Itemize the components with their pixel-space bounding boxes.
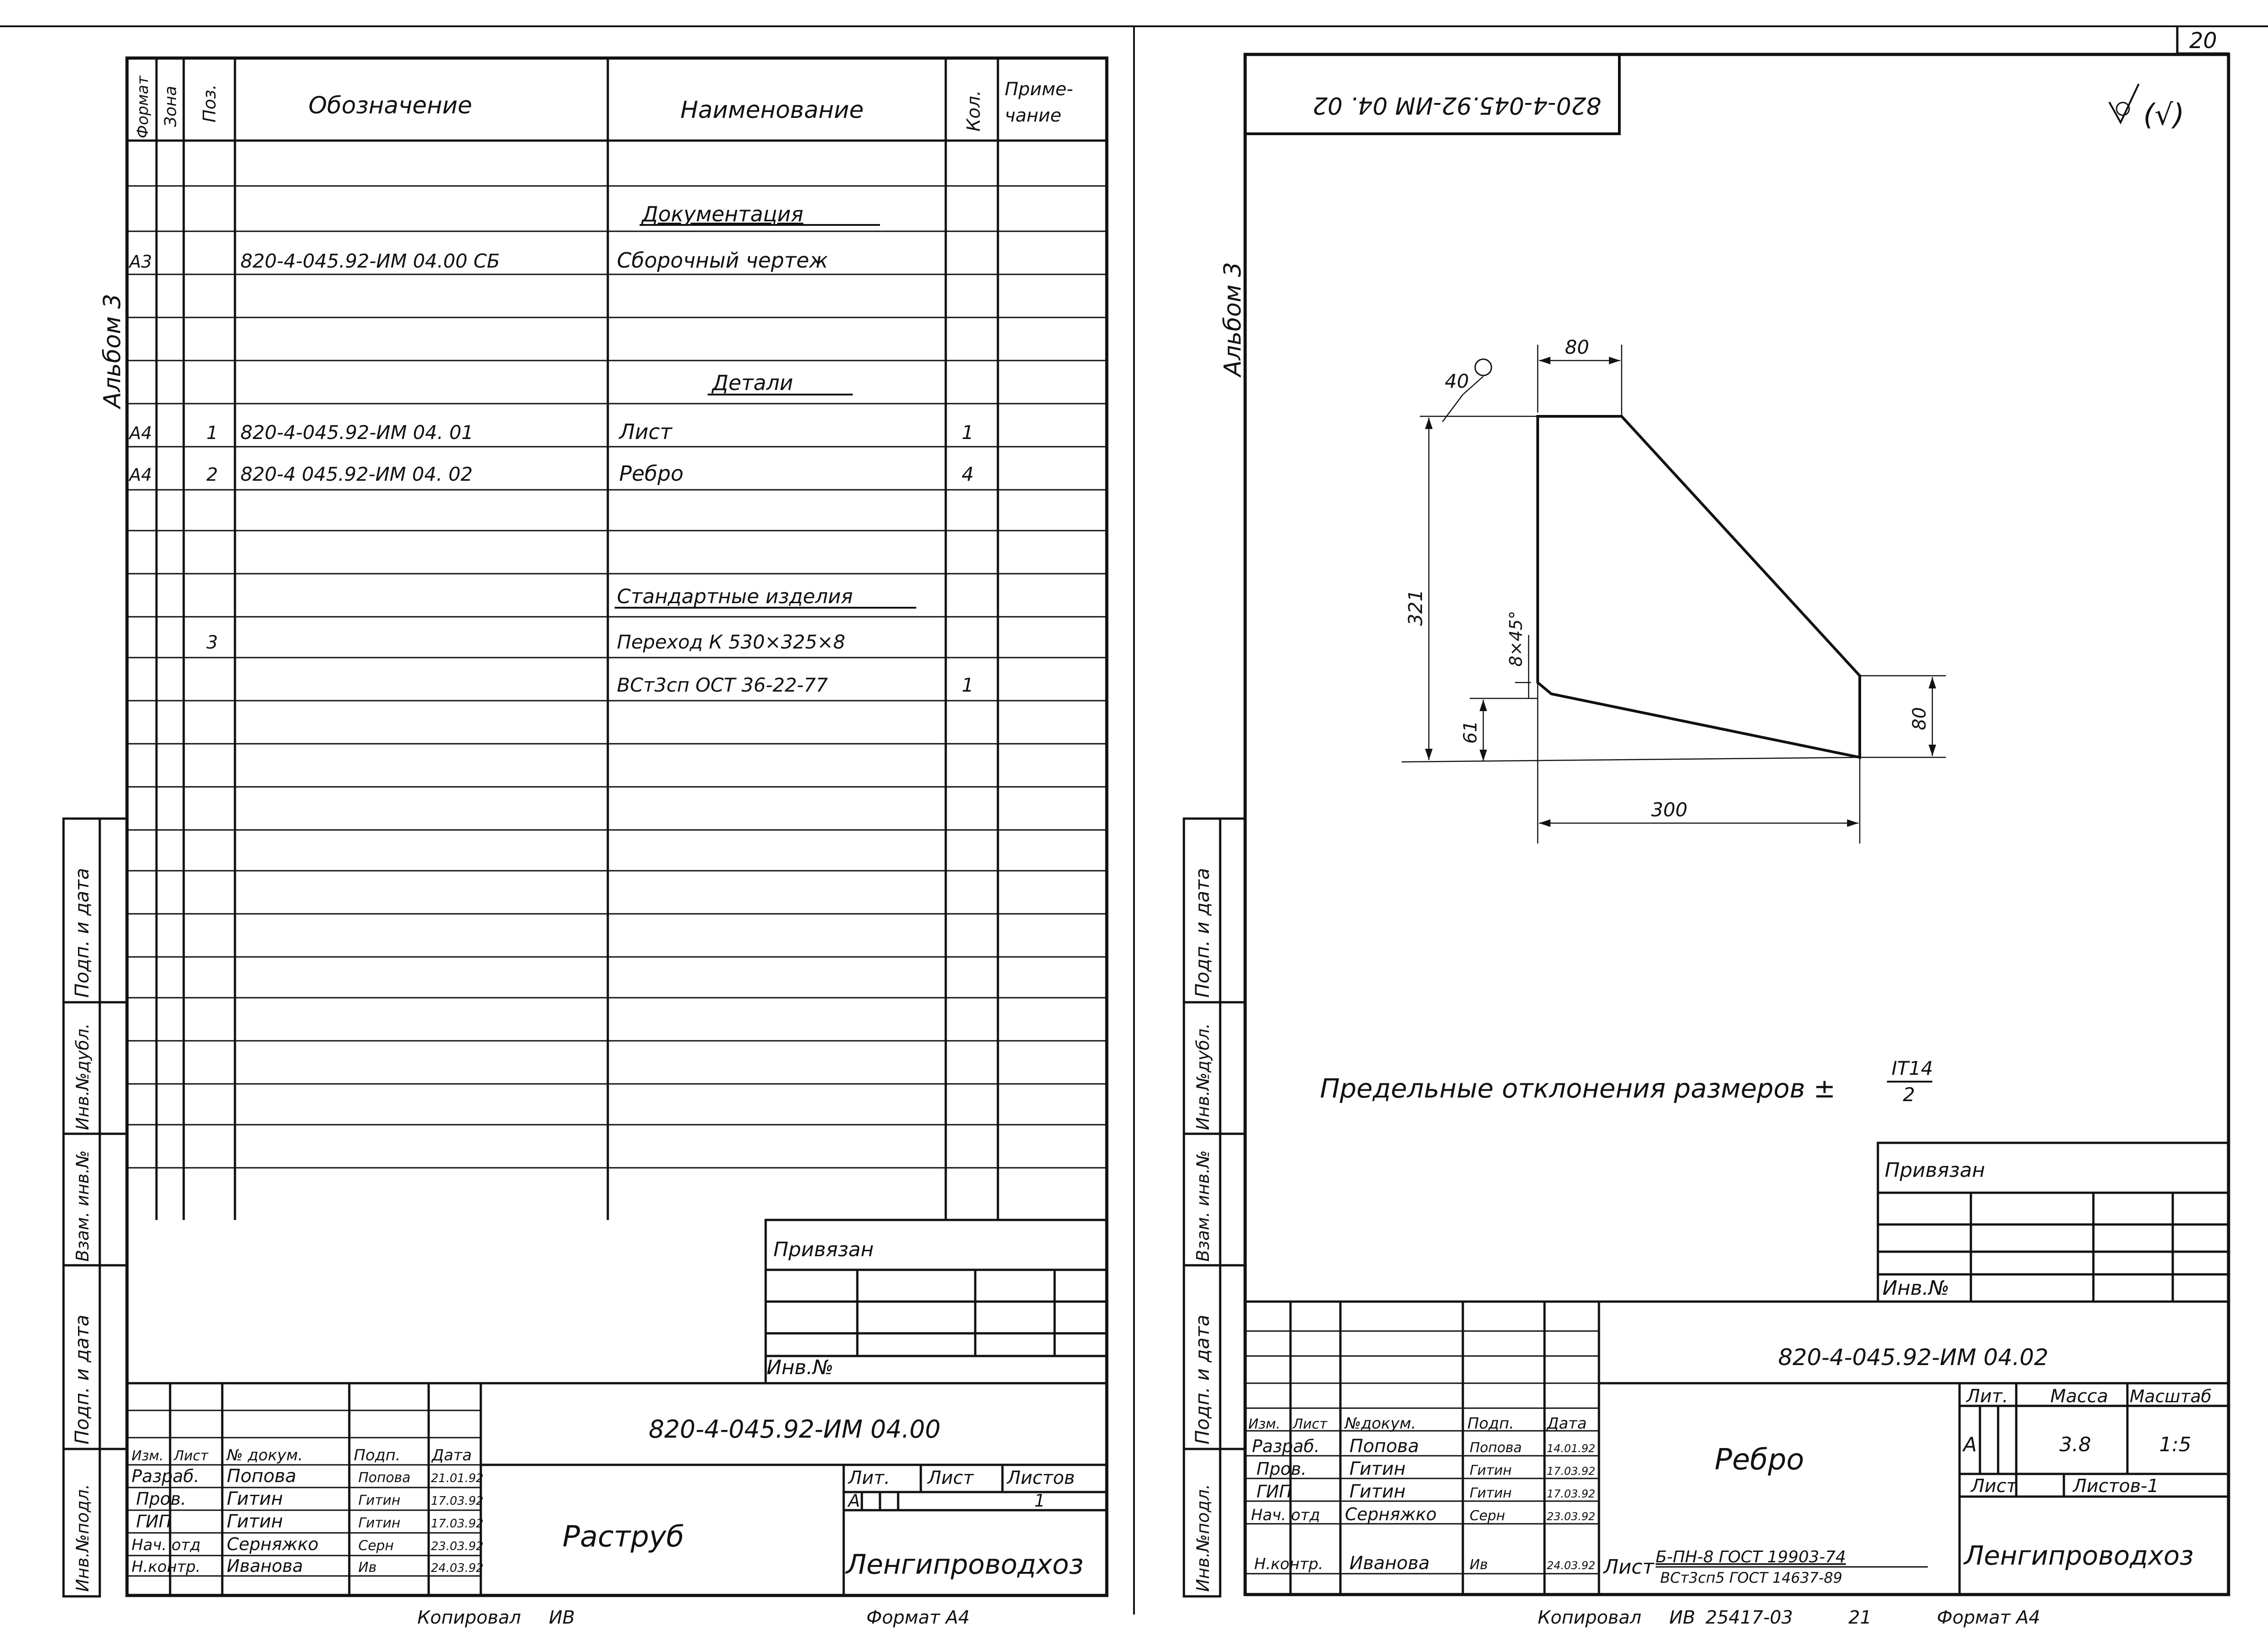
stamp-header: Изм. [132,1448,164,1464]
format-label: Формат А4 [866,1607,970,1628]
header-designation: Обозначение [308,92,472,119]
doc-code: 820-4-045.92-ИМ 04.00 [649,1415,941,1444]
dim-bottom-width: 300 [1651,799,1688,821]
row-name: Ребро [619,461,684,486]
left-frame [127,58,1107,1595]
album-label: Альбом 3 [1219,262,1246,376]
part-drawing [1402,336,1946,844]
stamp-date: 24.03.92 [1547,1559,1595,1572]
inv-label: Инв.№ [1882,1277,1950,1300]
sheets-value: 1 [1034,1491,1046,1511]
stamp-rows [132,1466,484,1576]
row-name: ВСт3сп ОСТ 36-22-77 [617,674,828,696]
stamp-role: Нач. отд [1251,1506,1320,1524]
tolerance-text: Предельные отклонения размеров ± [1320,1073,1836,1104]
stamp-role: Нач. отд [132,1536,201,1554]
sheets-label: Листов-1 [2073,1476,2159,1497]
dim-top-width: 80 [1565,336,1589,358]
stamp-name: Гитин [227,1488,283,1509]
privyazan-label: Привязан [1885,1159,1985,1182]
stamp-header: Дата [1547,1415,1587,1433]
stamp-date: 24.03.92 [431,1561,484,1575]
stamp-header: Подп. [1467,1415,1514,1433]
header-pos: Поз. [200,84,220,122]
row-name: Лист [619,419,672,444]
mass-label: Масса [2050,1386,2108,1407]
roughness-symbol: (√) [2143,98,2185,132]
stamp-name: Гитин [1349,1481,1406,1502]
stamp-role: Пров. [1256,1459,1307,1479]
sheet-label: Лист [1971,1476,2017,1497]
row-name: Переход К 530×325×8 [617,631,846,653]
stamp-date: 14.01.92 [1547,1442,1595,1455]
material-prefix: Лист [1603,1556,1654,1579]
header-note-1: Приме- [1005,79,1073,100]
stamp-name: Серняжко [227,1534,319,1554]
stamp-name: Иванова [1349,1553,1430,1574]
album-label: Альбом 3 [99,293,126,408]
stamp-header: Подп. [354,1446,401,1464]
row-qty: 1 [962,421,974,444]
copied-suffix: 21 [1848,1607,1872,1628]
sheets-label: Листов [1007,1468,1075,1488]
sheet-label: Лист [928,1468,974,1488]
row-pos: 1 [206,423,218,444]
scale-label: Масштаб [2130,1386,2212,1406]
side-label-replace: Взам. инв.№ [1193,1150,1213,1262]
stamp-role: Н.контр. [132,1558,201,1576]
dim-roughness: 40 [1445,370,1469,392]
stamp-date: 17.03.92 [1547,1488,1595,1500]
stamp-name: Гитин [1349,1458,1406,1479]
side-label-sign-date: Подп. и дата [1191,868,1213,998]
stamp-name: Попова [227,1466,297,1487]
dim-bottom-left: 61 [1460,721,1481,744]
row-name: Стандартные изделия [617,585,853,608]
stamp-header: Лист [174,1448,209,1464]
material-line-1: Б-ПН-8 ГОСТ 19903-74 [1656,1548,1846,1566]
inv-label: Инв.№ [767,1356,834,1379]
side-label-orig: Инв.№подл. [73,1483,93,1592]
stamp-name: Попова [1349,1436,1419,1457]
stamp-header: Лист [1293,1416,1328,1432]
side-label-dup: Инв.№дубл. [73,1023,93,1130]
stamp-role: Разраб. [1252,1436,1320,1456]
stamp-name: Гитин [227,1511,283,1532]
row-name: Сборочный чертеж [617,248,828,273]
dim-right-height: 80 [1909,707,1930,730]
stamp-sign: Попова [1470,1440,1522,1456]
format-label: Формат А4 [1937,1607,2040,1628]
lit-value: А [848,1491,860,1511]
row-name: Документация [642,202,804,226]
stamp-date: 17.03.92 [431,1494,484,1508]
stamp-role: ГИП [136,1512,172,1532]
lit-value: А [1963,1433,1977,1456]
right-sheet [1184,54,2229,1628]
row-designation: 820-4 045.92-ИМ 04. 02 [240,463,473,485]
side-label-orig: Инв.№подл. [1193,1483,1213,1592]
row-format: А4 [129,465,152,485]
copied-number: 25417-03 [1706,1607,1793,1628]
dim-height: 321 [1404,589,1427,626]
doc-code: 820-4-045.92-ИМ 04.02 [1778,1344,2048,1371]
stamp-header: №докум. [1345,1415,1416,1433]
stamp-date: 23.03.92 [1547,1510,1595,1523]
stamp-sign: Гитин [358,1515,401,1531]
organization: Ленгипроводхоз [846,1549,1084,1580]
right-frame [1245,54,2229,1595]
dim-chamfer: 8×45° [1506,610,1526,667]
stamp-name: Серняжко [1345,1504,1437,1524]
lit-label: Лит. [1966,1386,2009,1407]
left-sheet [64,58,1107,1628]
tolerance-numerator: IT14 [1892,1057,1933,1079]
side-label-sign-date: Подп. и дата [71,868,93,998]
stamp-date: 23.03.92 [431,1540,484,1553]
stamp-header: Изм. [1248,1416,1281,1432]
page-number: 20 [2189,28,2217,54]
header-format: Формат [134,76,152,138]
side-label-sign-date-2: Подп. и дата [1191,1314,1213,1444]
stamp-date: 17.03.92 [431,1517,484,1531]
stamp-sign: Попова [358,1470,411,1486]
row-designation: 820-4-045.92-ИМ 04.00 СБ [240,250,500,272]
row-pos: 3 [206,632,218,653]
row-qty: 1 [962,674,974,696]
row-format: А3 [129,252,152,272]
side-label-replace: Взам. инв.№ [73,1150,93,1262]
stamp-date: 17.03.92 [1547,1465,1595,1478]
stamp-role: Н.контр. [1254,1555,1324,1573]
header-name: Наименование [680,97,864,124]
title: Ребро [1715,1443,1804,1477]
copied-label: Копировал [1538,1607,1642,1628]
scale-value: 1:5 [2159,1433,2191,1456]
stamp-role: Разраб. [132,1466,200,1486]
tolerance-denominator: 2 [1903,1083,1915,1106]
row-designation: 820-4-045.92-ИМ 04. 01 [240,421,474,444]
header-zone: Зона [161,86,180,127]
material-line-2: ВСт3сп5 ГОСТ 14637-89 [1660,1569,1843,1586]
stamp-name: Иванова [227,1556,303,1576]
title: Раструб [562,1520,684,1554]
spec-rows [128,202,974,696]
privyazan-label: Привязан [773,1238,874,1261]
row-pos: 2 [206,464,218,485]
stamp-sign: Серн [1470,1508,1505,1524]
header-qty: Кол. [963,90,984,132]
header-note-2: чание [1005,105,1061,126]
rotated-code: 820-4-045.92-ИМ 04. 02 [1312,92,1601,119]
lit-label: Лит. [848,1468,890,1488]
copied-initials: ИВ [1669,1607,1696,1628]
stamp-sign: Серн [358,1538,394,1554]
stamp-sign: Гитин [1470,1485,1512,1501]
stamp-sign: Ив [1470,1557,1488,1573]
side-label-sign-date-2: Подп. и дата [71,1314,93,1444]
stamp-date: 21.01.92 [431,1472,484,1485]
stamp-sign: Гитин [1470,1463,1512,1478]
stamp-sign: Ив [358,1560,377,1575]
organization: Ленгипроводхоз [1964,1540,2194,1571]
stamp-header: № докум. [227,1446,303,1464]
stamp-role: ГИП [1256,1482,1292,1502]
stamp-header: Дата [432,1446,472,1464]
copied-label: Копировал [417,1607,521,1628]
row-format: А4 [129,423,152,443]
rib-outline [1538,416,1860,757]
side-label-dup: Инв.№дубл. [1193,1023,1213,1130]
mass-value: 3.8 [2059,1433,2091,1456]
copied-initials: ИВ [549,1607,575,1628]
stamp-role: Пров. [136,1489,186,1509]
row-name: Детали [712,371,793,395]
row-qty: 4 [962,463,974,485]
stamp-sign: Гитин [358,1493,401,1508]
